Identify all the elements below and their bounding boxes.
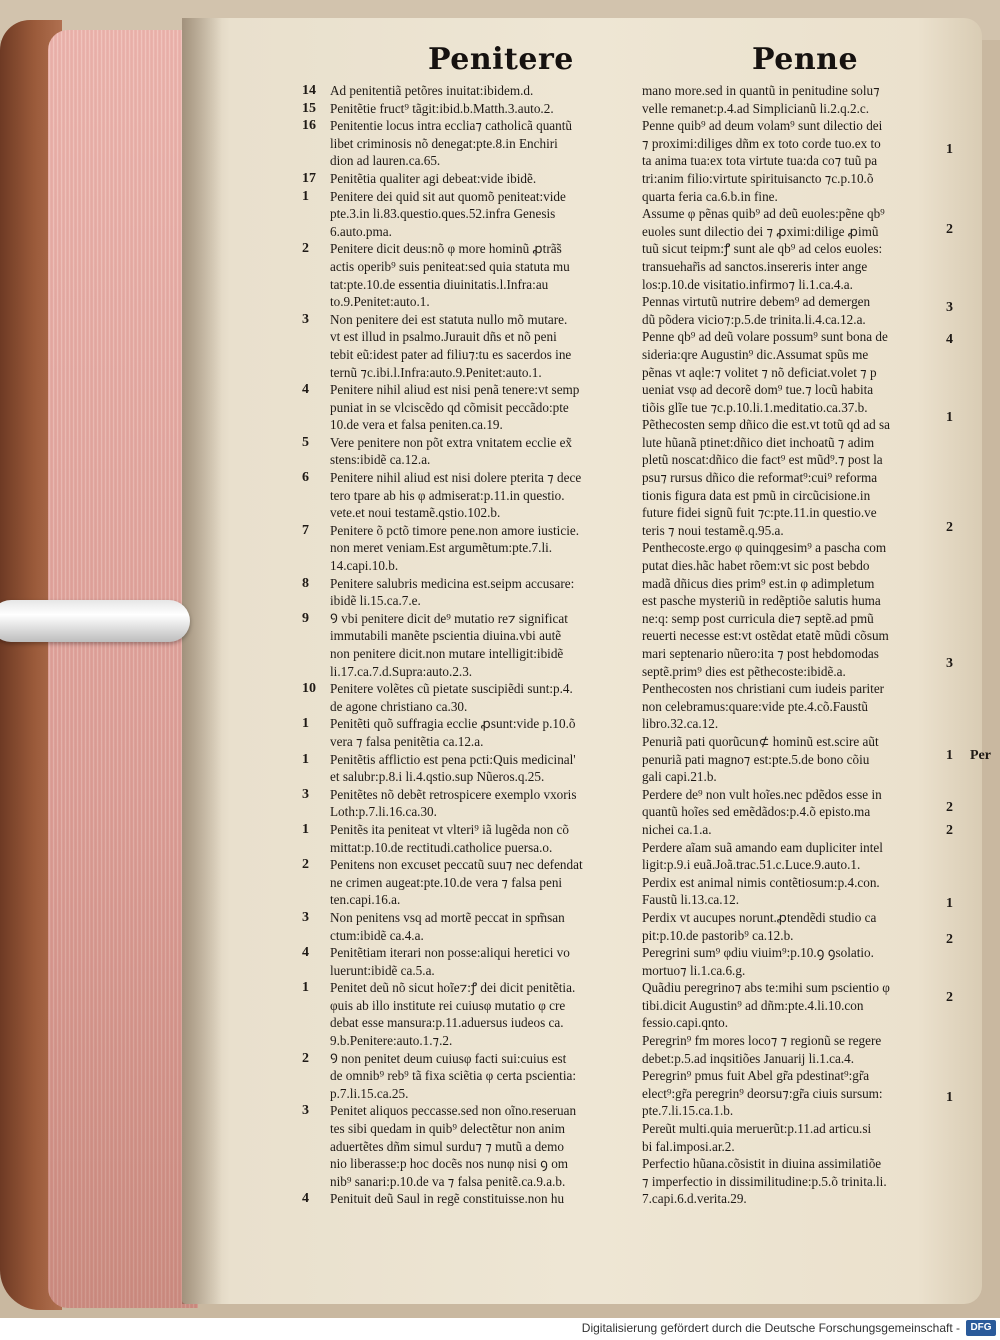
- running-head-left: Penitere: [428, 42, 574, 77]
- index-entry: [642, 839, 942, 874]
- entry-number: 4: [302, 1191, 309, 1207]
- entry-line: Penne quib⁹ ad deum volam⁹ sunt dilectio dei: [642, 118, 883, 134]
- footer-credit: Digitalisierung gefördert durch die Deutsche Forschungsgemeinschaft -: [581, 1321, 960, 1335]
- entry-line: aduertẽtes dñm simul surdu⁊ ⁊ mutũ a demo: [330, 1138, 564, 1154]
- entry-line: tionis figura data est pmũ in circũcisione.in: [642, 487, 871, 503]
- entry-line: Penitere volẽtes cũ pietate suscipiẽdi sunt:p.4.: [330, 681, 573, 697]
- index-entry: [302, 856, 638, 909]
- margin-number: 1: [946, 748, 953, 763]
- index-entry: [302, 821, 638, 856]
- entry-line: Faustũ li.13.ca.12.: [642, 892, 740, 908]
- entry-line: Penitẽti quõ suffragia ecclie ꝓsunt:vide p.10.õ: [330, 716, 576, 732]
- margin-number: 2: [946, 800, 953, 815]
- entry-number: 15: [302, 100, 316, 116]
- entry-line: φuis ab illo institute rei cuiusφ mutatio φ cre: [330, 997, 566, 1013]
- entry-line: vera ⁊ falsa penitẽtia ca.12.a.: [330, 733, 484, 749]
- entry-line: 9.b.Penitere:auto.1.⁊.2.: [330, 1033, 453, 1049]
- entry-line: tibi.dicit Augustin⁹ ad dñm:pte.4.li.10.con: [642, 997, 864, 1013]
- entry-number: 3: [302, 311, 309, 327]
- index-entry: [642, 117, 942, 205]
- entry-number: 16: [302, 118, 316, 134]
- entry-line: ne:q: semp post curricula die⁊ septẽ.ad pmũ: [642, 610, 874, 626]
- index-entry: [302, 82, 638, 100]
- entry-number: 7: [302, 522, 309, 538]
- index-entry: [302, 575, 638, 610]
- entry-line: libet criminosis nõ denegat:pte.8.in Enchiri: [330, 135, 558, 151]
- entry-line: elect⁹:gr̃a peregrin⁹ deorsu⁊:gr̃a ciuis sursum:: [642, 1085, 883, 1101]
- entry-line: et salubr:p.8.i li.4.qstio.sup Nũeros.q.25.: [330, 769, 545, 785]
- entry-line: penuriã pati magno⁊ est:pte.5.de bono cõiu: [642, 751, 870, 767]
- entry-number: 8: [302, 575, 309, 591]
- entry-number: 5: [302, 434, 309, 450]
- entry-line: Penitere dei quid sit aut quomõ peniteat:vide: [330, 188, 566, 204]
- index-entry: [302, 786, 638, 821]
- entry-number: 3: [302, 1103, 309, 1119]
- entry-line: Penituit deũ Saul in regẽ constituisse.non hu: [330, 1191, 565, 1207]
- entry-line: ueniat vsφ ad decorẽ dom⁹ tue.⁊ locũ habita: [642, 382, 874, 398]
- entry-line: quarta feria ca.6.b.in fine.: [642, 188, 778, 204]
- entry-line: de agone christiano ca.30.: [330, 698, 468, 714]
- margin-number: 2: [946, 222, 953, 237]
- entry-line: Non penitere dei est statuta nullo mõ mutare.: [330, 311, 568, 327]
- entry-number: 2: [302, 857, 309, 873]
- entry-line: tebit eũ:idest pater ad filiu⁊:tu es sacerdos ine: [330, 346, 572, 362]
- entry-line: fessio.capi.qnto.: [642, 1015, 729, 1031]
- entry-line: tero tpare ab his φ admiserat:p.11.in questio.: [330, 487, 565, 503]
- entry-number: 4: [302, 945, 309, 961]
- entry-line: Peregrin⁹ pmus fuit Abel gr̃a pdestinat⁹:gr̃a: [642, 1068, 870, 1084]
- entry-line: Perdere de⁹ non vult hoĩes.nec pdẽdos esse in: [642, 786, 882, 802]
- margin-number: 3: [946, 656, 953, 671]
- entry-line: Penitet deũ nõ sicut hoĩe⁊:ꝭ dei dicit penitẽtia.: [330, 980, 576, 996]
- entry-line: Pẽthecosten semp dñico die est.vt totũ qd ad sa: [642, 417, 890, 433]
- entry-line: pletũ noscat:dñico die fact⁹ est mũd⁹.⁊ post la: [642, 452, 883, 468]
- entry-number: 3: [302, 786, 309, 802]
- index-entry: [642, 874, 942, 909]
- entry-line: mittat:p.10.de rectitudi.catholice puersa.o.: [330, 839, 553, 855]
- entry-line: Pennas virtutũ nutrire debem⁹ ad demergen: [642, 294, 871, 310]
- entry-line: teris ⁊ noui testamẽ.q.95.a.: [642, 522, 784, 538]
- index-entry: [302, 909, 638, 944]
- index-entry: [642, 1032, 942, 1067]
- entry-line: Perdix est animal nimis contẽtiosum:p.4.con.: [642, 874, 880, 890]
- entry-line: Penitere salubris medicina est.seipm accusare:: [330, 575, 575, 591]
- entry-line: Penitẽtia qualiter agi debeat:vide ibidẽ.: [330, 170, 537, 186]
- entry-number: 6: [302, 470, 309, 486]
- entry-line: puniat in se vlciscẽdo qd cõmisit peccãdo:pte: [330, 399, 569, 415]
- entry-line: transuehar̃is ad sanctos.insereris inter ange: [642, 258, 868, 274]
- entry-line: Penitere nihil aliud est nisi penã tenere:vt semp: [330, 382, 580, 398]
- entry-line: Pereũt multi.quia meruerũt:p.11.ad articu.si: [642, 1121, 872, 1137]
- entry-line: reuerti necesse est:vt ostẽdat etatẽ mũdi cõsum: [642, 628, 889, 644]
- entry-line: ⁊ imperfectio in dissimilitudine:p.5.õ trinita.li.: [642, 1173, 887, 1189]
- index-entry: [642, 1155, 942, 1208]
- entry-line: tri:anim filio:virtute spirituisancto ⁊c.p.10.õ: [642, 170, 874, 186]
- entry-line: dion ad lauren.ca.65.: [330, 153, 441, 169]
- entry-line: mortuo⁊ li.1.ca.6.g.: [642, 962, 746, 978]
- entry-line: Ad penitentiã petõres inuitat:ibidem.d.: [330, 83, 534, 98]
- entry-line: ne crimen augeat:pte.10.de vera ⁊ falsa peni: [330, 874, 563, 890]
- entry-number: 1: [302, 716, 309, 732]
- entry-number: 1: [302, 751, 309, 767]
- index-entry: [302, 469, 638, 522]
- index-entry: [302, 188, 638, 241]
- margin-number: 1: [946, 896, 953, 911]
- entry-line: bi fal.imposi.ar.2.: [642, 1138, 735, 1154]
- entry-line: non meret veniam.Est argumẽtum:pte.7.li.: [330, 540, 553, 556]
- entry-line: luerunt:ibidẽ ca.5.a.: [330, 962, 435, 978]
- entry-line: ta anima tua:ex tota virtute tua:da co⁊ tuũ pa: [642, 153, 878, 169]
- index-entry: [302, 100, 638, 118]
- dfg-logo-icon: DFG: [966, 1320, 996, 1336]
- entry-line: Peregrin⁹ fm mores loco⁊ ⁊ regionũ se regere: [642, 1033, 882, 1049]
- entry-line: vt est illud in psalmo.Jurauit dñs et nõ peni: [330, 329, 557, 345]
- entry-line: 14.capi.10.b.: [330, 558, 399, 574]
- entry-line: Penitere õ pctõ timore pene.non amore iusticie.: [330, 522, 580, 538]
- entry-line: 10.de vera et falsa peniten.ca.19.: [330, 417, 503, 433]
- margin-number: 1: [946, 1090, 953, 1105]
- entry-line: tiõis glĩe tue ⁊c.p.10.li.1.meditatio.ca.37.b.: [642, 399, 868, 415]
- index-entry: [302, 715, 638, 750]
- entry-line: ibidẽ li.15.ca.7.e.: [330, 593, 421, 609]
- index-entry: [302, 979, 638, 1049]
- entry-line: nio liberasse:p hoc docẽs nos nunφ nisi ꝯ om: [330, 1156, 569, 1172]
- entry-number: 4: [302, 382, 309, 398]
- index-entry: [302, 680, 638, 715]
- entry-line: tuũ sicut teipm:ꝭ sunt ale qb⁹ ad celos euoles:: [642, 241, 883, 257]
- entry-line: actis operib⁹ suis peniteat:sed quia statuta mu: [330, 258, 570, 274]
- entry-line: ligit:p.9.i euã.Joã.trac.51.c.Luce.9.auto.1.: [642, 857, 861, 873]
- index-entry: [302, 240, 638, 310]
- index-entry: [642, 733, 942, 786]
- index-entry: [642, 293, 942, 328]
- entry-line: Non penitens vsq ad mortẽ peccat in spm̃san: [330, 909, 565, 925]
- entry-line: lute hũanã ptinet:dñico diet inchoatũ ⁊ adim: [642, 434, 875, 450]
- entry-line: dũ põdera vicio⁊:p.5.de trinita.li.4.ca.12.a.: [642, 311, 866, 327]
- entry-line: future fidei signũ fuit ⁊c:pte.11.in questio.ve: [642, 505, 877, 521]
- entry-line: Perdix vt aucupes norunt.ꝓtendẽdi studio ca: [642, 909, 877, 925]
- entry-line: ten.capi.16.a.: [330, 892, 401, 908]
- entry-line: velle remanet:p.4.ad Simplicianũ li.2.q.2.c.: [642, 100, 870, 116]
- page-clip: [0, 600, 190, 642]
- entry-line: putat dies.hãc habet rõem:vt sic post bebdo: [642, 558, 870, 574]
- index-entry: [302, 311, 638, 381]
- entry-line: ctum:ibidẽ ca.4.a.: [330, 927, 424, 943]
- margin-number: 2: [946, 520, 953, 535]
- entry-line: Penitet aliquos peccasse.sed non oĩno.reseruan: [330, 1103, 577, 1119]
- entry-line: Vere penitere non põt extra vnitatem ecclie ex̃: [330, 434, 573, 450]
- margin-number: 3: [946, 300, 953, 315]
- entry-line: immutabili manẽte pscientia diuina.vbi autẽ: [330, 628, 562, 644]
- entry-line: de omnib⁹ reb⁹ tã fixa sciẽtia φ certa pscientia:: [330, 1068, 577, 1084]
- index-entry: [642, 328, 942, 416]
- margin-number: 1: [946, 142, 953, 157]
- entry-line: quantũ hoĩes sed emẽdãdos:p.4.õ episto.ma: [642, 804, 871, 820]
- entry-line: non penitere dicit.non mutare intelligit:ibidẽ: [330, 646, 564, 661]
- entry-line: Penitẽtiam iterari non posse:aliqui heretici vo: [330, 945, 570, 961]
- entry-line: Penitẽs ita peniteat vt vlteri⁹ iã lugẽda non cõ: [330, 821, 569, 837]
- entry-line: Quãdiu peregrino⁊ abs te:mihi sum pscientio φ: [642, 980, 890, 996]
- entry-line: Penuriã pati quorũcun⊄ hominũ est.scire aũt: [642, 733, 879, 749]
- entry-line: debat esse mansura:p.11.aduersus iudeos ca.: [330, 1015, 564, 1031]
- index-entry: [302, 751, 638, 786]
- margin-number: 2: [946, 823, 953, 838]
- spine-shadow: [182, 18, 222, 1304]
- entry-line: madã dñicus dies prim⁹ est.in φ adimpletum: [642, 575, 875, 591]
- footer-bar: [0, 1318, 1000, 1340]
- entry-line: tes sibi quedam in quib⁹ delectẽtur non anim: [330, 1121, 565, 1137]
- entry-number: 1: [302, 188, 309, 204]
- entry-line: los:p.10.de visitatio.infirmo⁊ li.1.ca.4.a.: [642, 276, 853, 292]
- entry-line: pte.3.in li.83.questio.ques.52.infra Genesis: [330, 206, 556, 222]
- margin-number: 1: [946, 410, 953, 425]
- entry-number: 1: [302, 821, 309, 837]
- right-column: [642, 82, 942, 1208]
- entry-line: vete.et noui testamẽ.qstio.102.b.: [330, 505, 501, 521]
- entry-line: Assume φ pẽnas quib⁹ ad deũ euoles:pẽne qb⁹: [642, 206, 885, 222]
- entry-line: Ꝯ non penitet deum cuiusφ facti sui:cuius est: [330, 1050, 567, 1066]
- entry-number: 10: [302, 681, 316, 697]
- entry-line: Penthecoste.ergo φ quinqgesim⁹ a pascha com: [642, 540, 887, 556]
- entry-line: pit:p.10.de pastorib⁹ ca.12.b.: [642, 927, 794, 943]
- catchword: Per: [970, 748, 991, 763]
- index-entry: [302, 434, 638, 469]
- index-entry: [302, 1190, 638, 1208]
- index-entry: [642, 1067, 942, 1120]
- index-entry: [642, 979, 942, 1032]
- left-column: [302, 82, 638, 1208]
- page-edges-shade: [48, 30, 198, 1308]
- entry-line: psu⁊ rursus dñico die reformat⁹:cui⁹ reforma: [642, 470, 878, 486]
- entry-line: pte.7.li.15.ca.1.b.: [642, 1103, 734, 1119]
- index-entry: [642, 205, 942, 293]
- entry-line: 7.capi.6.d.verita.29.: [642, 1191, 747, 1207]
- entry-line: tat:pte.10.de essentia diuinitatis.l.Infra:au: [330, 276, 549, 292]
- entry-line: Penitẽtie fruct⁹ tãgit:ibid.b.Matth.3.auto.2.: [330, 100, 554, 116]
- index-entry: [642, 944, 942, 979]
- index-entry: [302, 1050, 638, 1103]
- entry-line: Penitere nihil aliud est nisi dolere pterita ⁊ dece: [330, 470, 582, 486]
- index-entry: [302, 610, 638, 680]
- entry-line: libro.32.ca.12.: [642, 716, 719, 732]
- entry-line: sideria:qre Augustin⁹ dic.Assumat spũs me: [642, 346, 869, 362]
- entry-line: Ꝯ vbi penitere dicit de⁹ mutatio re⁊ significat: [330, 610, 568, 626]
- entry-line: Penitere dicit deus:nõ φ more hominũ ꝓtrã̃s: [330, 241, 562, 257]
- entry-line: gali capi.21.b.: [642, 769, 717, 785]
- margin-number: 4: [946, 332, 953, 347]
- entry-line: Peregrini sum⁹ φdiu viuim⁹:p.10.ꝯ ꝯsolatio.: [642, 945, 874, 961]
- entry-line: non celebramus:quare:vide pte.4.cõ.Faustũ: [642, 698, 868, 714]
- entry-line: septẽ.prim⁹ dies est pẽthecoste:ibidẽ.a.: [642, 663, 846, 679]
- entry-number: 9: [302, 610, 309, 626]
- entry-line: est pasche mysteriũ in redẽptiõe salutis huma: [642, 593, 881, 609]
- index-entry: [302, 381, 638, 434]
- entry-line: Penne qb⁹ ad deũ volare possum⁹ sunt bona de: [642, 329, 888, 345]
- running-head-right: Penne: [752, 42, 859, 77]
- entry-line: p.7.li.15.ca.25.: [330, 1085, 409, 1101]
- entry-line: mari septenario nũero:ita ⁊ post hebdomodas: [642, 646, 879, 661]
- index-entry: [642, 82, 942, 117]
- entry-number: 14: [302, 83, 316, 98]
- index-entry: [642, 539, 942, 680]
- entry-number: 2: [302, 1050, 309, 1066]
- entry-line: to.9.Penitet:auto.1.: [330, 294, 430, 310]
- entry-line: 6.auto.pma.: [330, 223, 392, 239]
- index-entry: [302, 170, 638, 188]
- entry-line: nichei ca.1.a.: [642, 821, 712, 837]
- entry-line: Penthecosten nos christiani cum iudeis pariter: [642, 681, 885, 697]
- entry-line: nib⁹ sanari:p.10.de va ⁊ falsa penitẽ.ca.9.a.b.: [330, 1173, 566, 1189]
- entry-line: ⁊ proximi:diliges dñm ex toto corde tuo.ex to: [642, 135, 881, 151]
- entry-line: pẽnas vt aqle:⁊ volitet ⁊ nõ deficiat.volet ⁊ p: [642, 364, 877, 380]
- entry-line: Perfectio hũana.cõsistit in diuina assimilatiõe: [642, 1156, 882, 1172]
- margin-number: 2: [946, 932, 953, 947]
- index-entry: [642, 909, 942, 944]
- entry-line: Loth:p.7.li.16.ca.30.: [330, 804, 437, 820]
- entry-line: mano more.sed in quantũ in penitudine solu⁊: [642, 83, 880, 98]
- entry-line: Penitens non excuset peccatũ suu⁊ nec defendat: [330, 857, 583, 873]
- entry-number: 2: [302, 241, 309, 257]
- entry-number: 3: [302, 909, 309, 925]
- entry-line: Perdere aĩam suã amando eam dupliciter intel: [642, 839, 883, 855]
- entry-line: Penitentie locus intra ecclia⁊ catholicã quantũ: [330, 118, 573, 134]
- entry-line: debet:p.5.ad inqsitiões Januarij li.1.ca.4.: [642, 1050, 855, 1066]
- entry-line: stens:ibidẽ ca.12.a.: [330, 452, 431, 468]
- entry-line: Penitẽtes nõ debẽt retrospicere exemplo vxoris: [330, 786, 577, 802]
- entry-number: 17: [302, 170, 316, 186]
- index-entry: [302, 944, 638, 979]
- entry-line: ternũ ⁊c.ibi.l.Infra:auto.9.Penitet:auto.1.: [330, 364, 542, 380]
- index-entry: [642, 1120, 942, 1155]
- index-entry: [642, 680, 942, 733]
- entry-line: li.17.ca.7.d.Supra:auto.2.3.: [330, 663, 473, 679]
- index-entry: [642, 786, 942, 839]
- index-entry: [302, 117, 638, 170]
- index-entry: [302, 522, 638, 575]
- entry-line: euoles sunt dilectio dei ⁊ ꝓximi:dilige ꝓimũ: [642, 223, 879, 239]
- entry-line: Penitẽtis afflictio est pena pcti:Quis medicinal': [330, 751, 576, 767]
- entry-number: 1: [302, 980, 309, 996]
- margin-number: 2: [946, 990, 953, 1005]
- index-entry: [302, 1102, 638, 1190]
- index-entry: [642, 416, 942, 539]
